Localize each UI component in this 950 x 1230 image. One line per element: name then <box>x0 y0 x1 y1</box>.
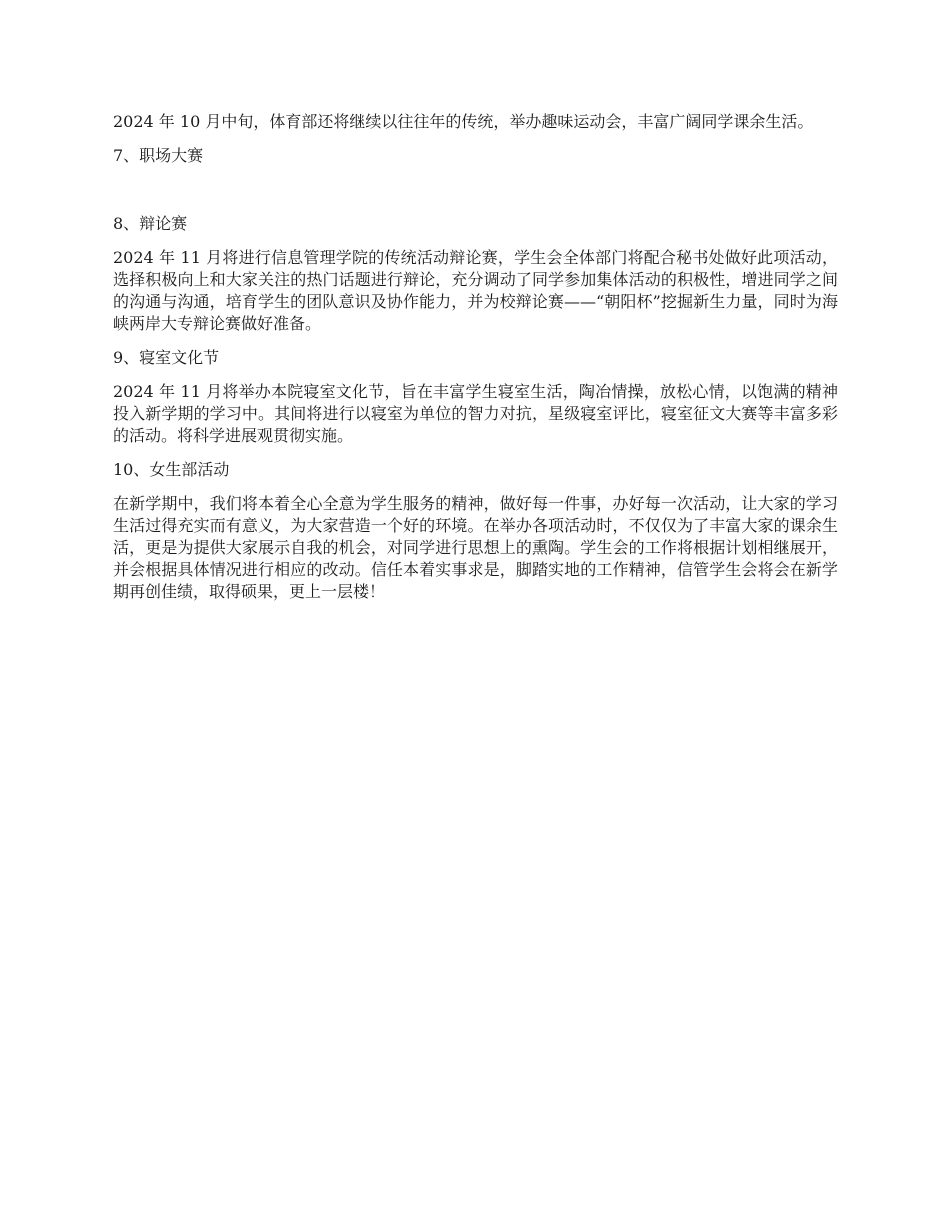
heading-career-contest: 7、职场大赛 <box>113 146 204 165</box>
paragraph-sports-meet: 2024 年 10 月中旬，体育部还将继续以往往年的传统，举办趣味运动会，丰富广阔同学课余生活。 <box>113 112 814 131</box>
blank-gap <box>113 179 838 213</box>
paragraph-female-dept: 在新学期中，我们将本着全心全意为学生服务的精神，做好每一件事，办好每一次活动，让大家的学习生活过得充实而有意义，为大家营造一个好的环境。在举办各项活动时，不仅仅为了丰富大家的课余生活，更是为提供大家展示自我的机会，对同学进行思想上的熏陶。学生会的工作将根据计划相继展开，并会根据具体情况进行相应的改动。信任本着实事求是，脚踏实地的工作精神，信管学生会将会在新学期再创佳绩，取得硕果，更上一层楼！ <box>113 494 838 601</box>
heading-dorm-festival: 9、寝室文化节 <box>113 348 220 367</box>
paragraph-dorm-festival: 2024 年 11 月将举办本院寝室文化节，旨在丰富学生寝室生活，陶冶情操，放松心情，以饱满的精神投入新学期的学习中。其间将进行以寝室为单位的智力对抗，星级寝室评比，寝室征文大赛等丰富多彩的活动。将科学进展观贯彻实施。 <box>113 382 838 445</box>
paragraph-debate: 2024 年 11 月将进行信息管理学院的传统活动辩论赛，学生会全体部门将配合秘书处做好此项活动，选择积极向上和大家关注的热门话题进行辩论，充分调动了同学参加集体活动的积极性，增进同学之间的沟通与沟通，培育学生的团队意识及协作能力，并为校辩论赛——“朝阳杯”挖掘新生力量，同时为海峡两岸大专辩论赛做好准备。 <box>113 248 838 333</box>
heading-female-dept: 10、女生部活动 <box>113 460 230 479</box>
heading-debate: 8、辩论赛 <box>113 214 188 233</box>
document-body <box>113 111 838 615</box>
